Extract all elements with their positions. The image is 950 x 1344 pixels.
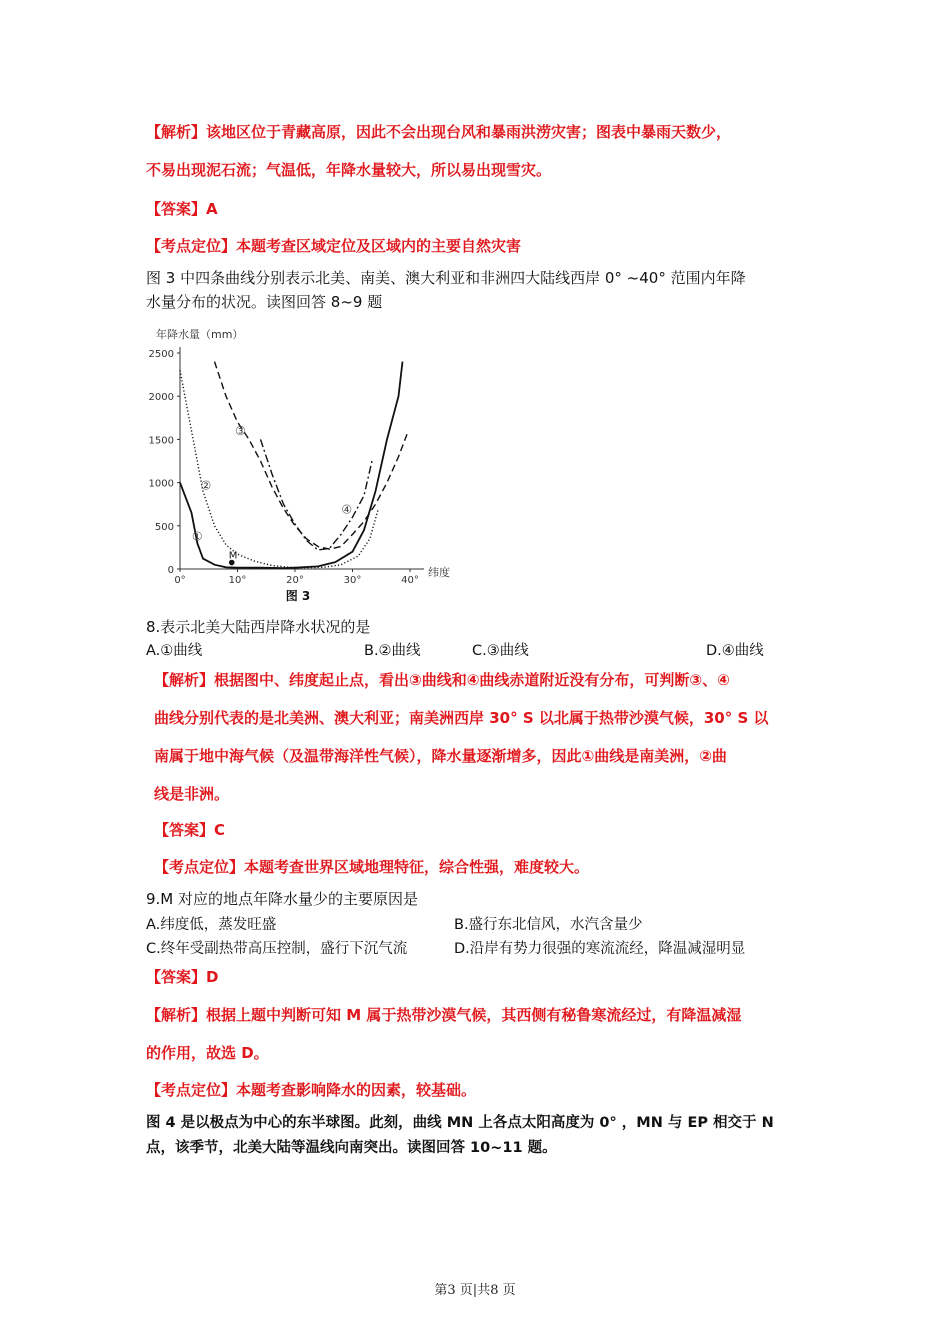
series-line-1 — [180, 362, 403, 568]
series-label-2: ② — [200, 478, 212, 493]
y-tick-label: 0 — [167, 565, 174, 576]
answer-line: 【答案】D — [146, 968, 219, 986]
exam-point-line: 【考点定位】本题考查影响降水的因素，较基础。 — [146, 1081, 477, 1099]
page-footer: 第3 页|共8 页 — [434, 1283, 516, 1298]
precipitation-chart — [140, 320, 470, 610]
analysis-line: 的作用，故选 D。 — [146, 1044, 269, 1062]
answer-line: 【答案】A — [146, 200, 218, 218]
intro-text: 点，该季节，北美大陆等温线向南突出。读图回答 10~11 题。 — [146, 1140, 557, 1156]
q9-option-b: B.盛行东北信风，水汽含量少 — [454, 917, 643, 933]
series-label-1: ① — [191, 529, 203, 544]
chart-title: 图 3 — [285, 589, 311, 603]
analysis-line: 线是非洲。 — [154, 785, 230, 803]
x-tick-label: 30° — [343, 575, 362, 586]
y-tick-label: 1000 — [148, 478, 174, 490]
chart-ylabel: 年降水量（mm） — [156, 328, 244, 341]
exam-point-line: 【考点定位】本题考查区域定位及区域内的主要自然灾害 — [146, 237, 522, 255]
analysis-line: 南属于地中海气候（及温带海洋性气候），降水量逐渐增多，因此①曲线是南美洲，②曲 — [154, 747, 727, 765]
series-line-2 — [180, 370, 378, 567]
q9-option-c: C.终年受副热带高压控制，盛行下沉气流 — [146, 941, 408, 957]
intro-text: 水量分布的状况。读图回答 8~9 题 — [146, 293, 383, 311]
analysis-line: 【解析】该地区位于青藏高原，因此不会出现台风和暴雨洪涝灾害；图表中暴雨天数少， — [146, 123, 732, 141]
x-tick-label: 10° — [228, 575, 247, 586]
question-8-stem: 8.表示北美大陆西岸降水状况的是 — [146, 618, 371, 636]
point-m-label: M — [228, 550, 238, 562]
q8-option-c: C.③曲线 — [472, 643, 529, 659]
intro-text: 图 4 是以极点为中心的东半球图。此刻，曲线 MN 上各点太阳高度为 0° ，MN 与 EP 相交于 N — [146, 1115, 774, 1131]
analysis-line: 【解析】根据图中、纬度起止点，看出③曲线和④曲线赤道附近没有分布，可判断③、④ — [154, 671, 730, 689]
q9-option-a: A.纬度低，蒸发旺盛 — [146, 917, 277, 933]
x-tick-label: 20° — [286, 575, 304, 586]
series-label-3: ③ — [234, 424, 246, 439]
series-label-4: ④ — [341, 502, 353, 517]
y-tick-label: 2500 — [148, 349, 174, 360]
question-9-stem: 9.M 对应的地点年降水量少的主要原因是 — [146, 890, 419, 908]
chart-xlabel: 纬度 — [428, 566, 450, 579]
q8-option-d: D.④曲线 — [706, 643, 764, 659]
series-line-4 — [261, 439, 373, 550]
analysis-line: 【解析】根据上题中判断可知 M 属于热带沙漠气候，其西侧有秘鲁寒流经过，有降温减湿 — [146, 1006, 742, 1024]
analysis-line: 曲线分别代表的是北美洲、澳大利亚；南美洲西岸 30° S 以北属于热带沙漠气候，30° S 以 — [154, 709, 769, 727]
series-line-3 — [215, 362, 409, 549]
y-tick-label: 1500 — [148, 435, 174, 447]
y-tick-label: 2000 — [148, 392, 174, 404]
x-tick-label: 0° — [174, 575, 186, 586]
exam-point-line: 【考点定位】本题考查世界区域地理特征，综合性强，难度较大。 — [154, 858, 590, 876]
x-tick-label: 40° — [401, 575, 419, 586]
q9-option-d: D.沿岸有势力很强的寒流流经，降温减湿明显 — [454, 941, 746, 957]
y-tick-label: 500 — [154, 521, 174, 533]
q8-option-b: B.②曲线 — [364, 643, 421, 659]
intro-text: 图 3 中四条曲线分别表示北美、南美、澳大利亚和非洲四大陆线西岸 0° ~40° 范围内年降 — [146, 269, 746, 287]
answer-line: 【答案】C — [154, 821, 226, 839]
q8-option-a: A.①曲线 — [146, 643, 203, 659]
analysis-line: 不易出现泥石流；气温低，年降水量较大，所以易出现雪灾。 — [146, 161, 552, 179]
